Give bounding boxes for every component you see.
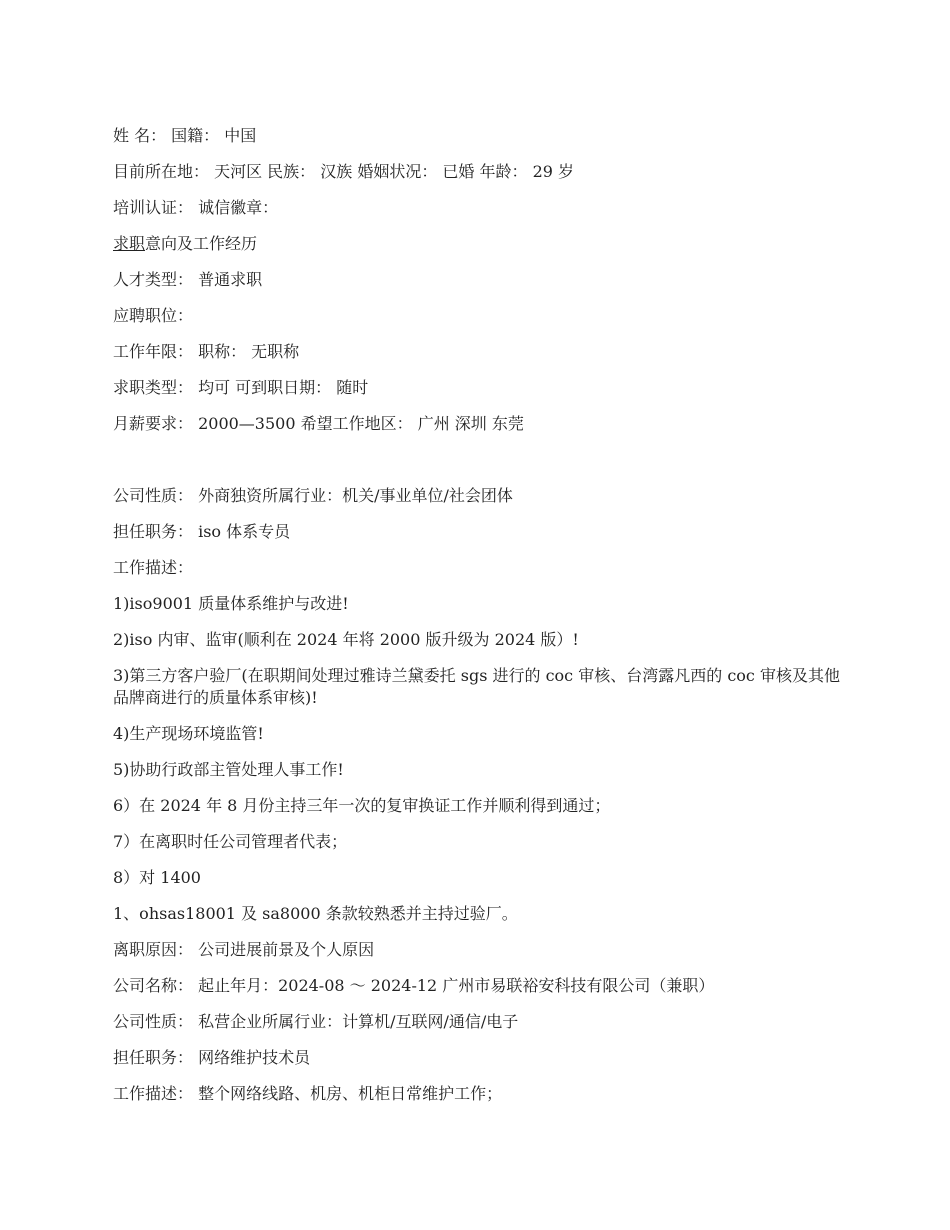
job1-item: 3)第三方客户验厂(在职期间处理过雅诗兰黛委托 sgs 进行的 coc 审核、台湾露凡西的 coc 审核及其他品牌商进行的质量体系审核)! [113, 666, 840, 707]
job1-item: 5)协助行政部主管处理人事工作! [113, 760, 344, 779]
job1-item: 1)iso9001 质量体系维护与改进! [113, 594, 349, 613]
heading-underlined-text: 求职 [113, 234, 146, 253]
job1-item: 4)生产现场环境监管! [113, 724, 264, 743]
location-personal-line: 目前所在地： 天河区 民族： 汉族 婚姻状况： 已婚 年龄： 29 岁 [113, 162, 575, 181]
job1-role-line: 担任职务： iso 体系专员 [113, 522, 291, 541]
section-spacer [113, 449, 843, 485]
certification-line: 培训认证： 诚信徽章： [113, 198, 279, 217]
job1-item: 7）在离职时任公司管理者代表； [113, 832, 348, 851]
resume-document [113, 125, 843, 1119]
work-years-line: 工作年限： 职称： 无职称 [113, 342, 300, 361]
section-heading-intention [113, 233, 843, 255]
job1-nature-line: 公司性质： 外商独资所属行业：机关/事业单位/社会团体 [113, 486, 513, 505]
position-line: 应聘职位： [113, 306, 194, 325]
salary-line: 月薪要求： 2000—3500 希望工作地区： 广州 深圳 东莞 [113, 414, 524, 433]
job1-item: 6）在 2024 年 8 月份主持三年一次的复审换证工作并顺利得到通过； [113, 796, 611, 815]
job-type-line: 求职类型： 均可 可到职日期： 随时 [113, 378, 369, 397]
job2-desc-line: 工作描述： 整个网络线路、机房、机柜日常维护工作； [113, 1084, 503, 1103]
job1-item: 8）对 1400 [113, 868, 201, 887]
job1-item: 2)iso 内审、监审(顺利在 2024 年将 2000 版升级为 2024 版）! [113, 630, 579, 649]
job2-role-line: 担任职务： 网络维护技术员 [113, 1048, 311, 1067]
job1-leave-reason-line: 离职原因： 公司进展前景及个人原因 [113, 940, 375, 959]
job1-desc-label: 工作描述： [113, 558, 194, 577]
job2-nature-line: 公司性质： 私营企业所属行业：计算机/互联网/通信/电子 [113, 1012, 519, 1031]
heading-rest-text: 意向及工作经历 [145, 234, 258, 253]
job2-company-line: 公司名称： 起止年月：2024-08 ～ 2024-12 广州市易联裕安科技有限公司（兼职） [113, 976, 715, 995]
job1-item: 1、ohsas18001 及 sa8000 条款较熟悉并主持过验厂。 [113, 904, 518, 923]
talent-type-line: 人才类型： 普通求职 [113, 270, 263, 289]
name-nationality-line: 姓 名： 国籍： 中国 [113, 126, 257, 145]
